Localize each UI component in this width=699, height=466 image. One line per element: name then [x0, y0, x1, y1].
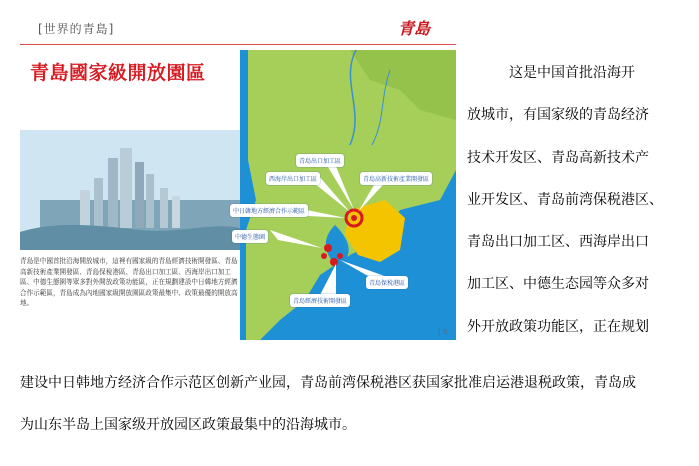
right-text-line: 放城市，有国家级的青岛经济 — [467, 107, 649, 124]
bottom-text-line: 建设中日韩地方经济合作示范区创新产业园，青岛前湾保税港区获国家批准启运港退税政策，青岛成 — [20, 375, 636, 391]
label-cjk-demo: 中日韓地方經濟合作示範區 — [230, 204, 308, 217]
label-etdz: 青島經濟技術開發區 — [290, 294, 350, 307]
bottom-paragraph — [20, 362, 692, 446]
label-hi-tech: 青島高新技術產業開發區 — [360, 172, 432, 185]
right-text-line: 技术开发区、青岛高新技术产 — [467, 149, 649, 166]
brand-logo: 青島 — [398, 19, 431, 38]
section-tag: [世界的青島] — [38, 22, 115, 36]
label-bonded-port: 青島保稅港區 — [366, 276, 408, 289]
brochure-figure — [12, 12, 448, 342]
right-text-line: 加工区、中德生态园等众多对 — [467, 276, 649, 293]
bottom-text-line: 为山东半岛上国家级开放园区政策最集中的沿海城市。 — [20, 417, 356, 433]
label-west-coast: 西海岸出口加工區 — [266, 172, 320, 185]
figure-intro-paragraph: 青島是中國首批沿海開放城市，這裡有國家級的青島經濟技術開發區、青島高新技術產業開發區、青島保稅港區、青島出口加工區、西海岸出口加工區、中德生態園等眾多對外開放政策功能區，正在規劃建設中日韓地方經濟合作示範區，青島成為內地國家級開放園區政策最集中、政策最優的開放高地。 — [20, 257, 238, 308]
page-number: | 9 — [438, 328, 448, 336]
right-text-line: 外开放政策功能区，正在规划 — [467, 318, 649, 335]
hero-title: 青島國家級開放園區 — [30, 62, 206, 84]
right-column-text — [467, 52, 691, 348]
header-divider — [20, 44, 456, 45]
right-text-line: 业开发区、青岛前湾保税港区、 — [467, 191, 663, 208]
hero-image — [20, 50, 456, 340]
right-text-line: 这是中国首批沿海开 — [467, 65, 635, 81]
right-text-line: 青岛出口加工区、西海岸出口 — [467, 234, 649, 251]
label-sino-german: 中德生態園 — [232, 230, 268, 243]
label-export-zone: 青島出口加工區 — [296, 154, 344, 167]
